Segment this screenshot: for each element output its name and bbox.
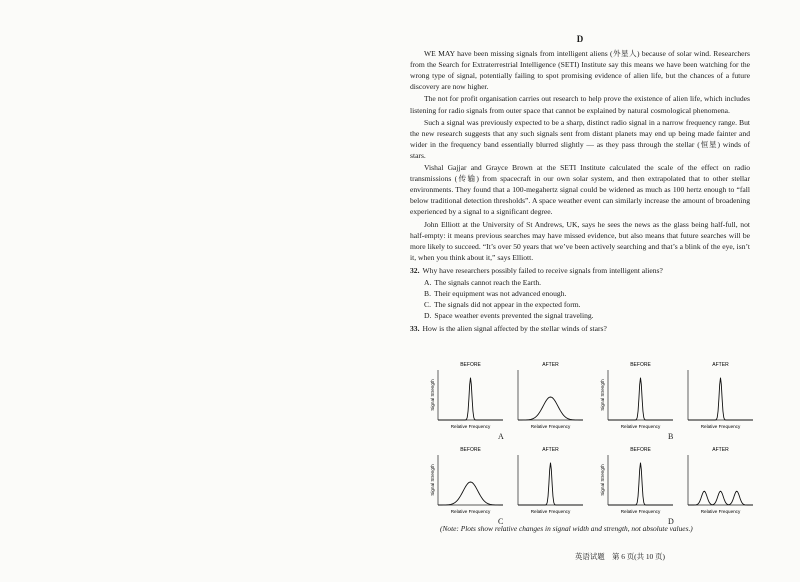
plot-title: AFTER <box>542 447 559 453</box>
signal-curve <box>518 463 583 505</box>
plot-title: BEFORE <box>630 362 651 368</box>
option-text: The signals did not appear in the expected form. <box>433 300 581 310</box>
choice-letter: C <box>498 517 504 526</box>
signal-curve <box>688 378 753 420</box>
option-text: The signals cannot reach the Earth. <box>434 277 542 287</box>
plot-pair-svg <box>600 447 760 519</box>
plot-title: BEFORE <box>460 362 481 368</box>
page-footer: 英语试题 第 6 页(共 10 页) <box>575 552 665 561</box>
x-axis-label: Relative Frequency <box>620 509 661 514</box>
plot-pair <box>600 362 753 429</box>
question-text: How is the alien signal affected by the stellar winds of stars? <box>422 324 607 334</box>
question-text: Why have researchers possibly failed to receive signals from intelligent aliens? <box>422 265 663 275</box>
x-axis-label: Relative Frequency <box>450 424 491 429</box>
signal-curve <box>518 397 583 420</box>
y-axis-label: Signal Strength <box>600 379 605 411</box>
signal-curve <box>688 491 753 505</box>
option-d <box>410 310 750 321</box>
option-label: B. <box>424 289 431 299</box>
option-b <box>410 288 750 299</box>
signal-curve <box>608 378 673 420</box>
paragraph-3: Such a signal was previously expected to be a sharp, distinct radio signal in a narrow frequency range. But the new research suggests that any such signals sent from distant planets may end up being made fainter and wider in the frequency band essentially blurred slightly — as they pass through the stellar (恒星) winds of stars. <box>410 117 750 160</box>
paragraph-1: WE MAY have been missing signals from intelligent aliens (外星人) because of solar wind. Researchers from the Search for Extraterrestrial Intelligence (SETI) Institute say this means we have been watching for the wrong type of signal, potentially failing to spot promising evidence of alien life, but the chances of a future discovery are now higher. <box>410 49 750 92</box>
plot-choice-b <box>600 362 760 441</box>
paragraph-2: The not for profit organisation carries out research to help prove the existence of alien life, which includes listening for radio signals from outer space that cannot be explained by natural cosmological phenomena. <box>410 94 750 115</box>
option-label: C. <box>424 300 431 310</box>
x-axis-label: Relative Frequency <box>620 424 661 429</box>
plot-note: (Note: Plots show relative changes in signal width and strength, not absolute values.) <box>440 524 693 533</box>
choice-letter: B <box>668 432 674 441</box>
reading-passage-d <box>410 34 750 335</box>
plot-title: AFTER <box>542 362 559 368</box>
x-axis-label: Relative Frequency <box>530 424 571 429</box>
x-axis-label: Relative Frequency <box>700 424 741 429</box>
plot-pair-svg <box>430 447 590 519</box>
plot-title: AFTER <box>712 362 729 368</box>
choice-letter: A <box>498 432 504 441</box>
plot-title: BEFORE <box>460 447 481 453</box>
plot-pair-svg <box>600 362 760 434</box>
plot-pair-svg <box>430 362 590 434</box>
section-heading: D <box>576 34 584 44</box>
plot-pair <box>600 447 753 514</box>
question-33 <box>410 323 750 334</box>
signal-plots <box>430 362 770 532</box>
x-axis-label: Relative Frequency <box>450 509 491 514</box>
signal-curve <box>608 463 673 505</box>
plot-choice-d <box>600 447 760 526</box>
paragraph-5: John Elliott at the University of St Andrews, UK, says he sees the news as the glass being half-full, not half-empty: it means previous searches may have missed evidence, but also means that future searches will be more likely to succeed. “It’s over 50 years that we’ve been actively searching and that’s a blink of the eye, isn’t it, when you think about it,” says Elliott. <box>410 219 750 262</box>
plot-choice-a <box>430 362 590 441</box>
option-c <box>410 299 750 310</box>
plot-choice-c <box>430 447 590 526</box>
paragraph-4: Vishal Gajjar and Grayce Brown at the SETI Institute calculated the scale of the effect on radio transmissions (传输) from spacecraft in our own solar system, and then extrapolated that to other stellar environments. They found that a 100-megahertz signal could be widened as much as 100 hertz enough to “fall below traditional detection thresholds”. A space weather event can similarly increase the amount of broadening experienced by a signal to a significant degree. <box>410 163 750 217</box>
plot-title: AFTER <box>712 447 729 453</box>
option-text: Their equipment was not advanced enough. <box>433 289 567 299</box>
y-axis-label: Signal Strength <box>430 464 435 496</box>
x-axis-label: Relative Frequency <box>530 509 571 514</box>
question-32 <box>410 265 750 276</box>
option-label: D. <box>424 311 432 321</box>
plot-pair <box>430 362 583 429</box>
option-label: A. <box>424 277 432 287</box>
plot-title: BEFORE <box>630 447 651 453</box>
signal-curve <box>438 482 503 505</box>
signal-curve <box>438 378 503 420</box>
plot-pair <box>430 447 583 514</box>
y-axis-label: Signal Strength <box>430 379 435 411</box>
option-text: Space weather events prevented the signal traveling. <box>434 311 594 321</box>
option-a <box>410 277 750 288</box>
x-axis-label: Relative Frequency <box>700 509 741 514</box>
choice-letter: D <box>668 517 674 526</box>
y-axis-label: Signal Strength <box>600 464 605 496</box>
question-number: 33. <box>410 324 420 334</box>
question-number: 32. <box>410 265 420 275</box>
